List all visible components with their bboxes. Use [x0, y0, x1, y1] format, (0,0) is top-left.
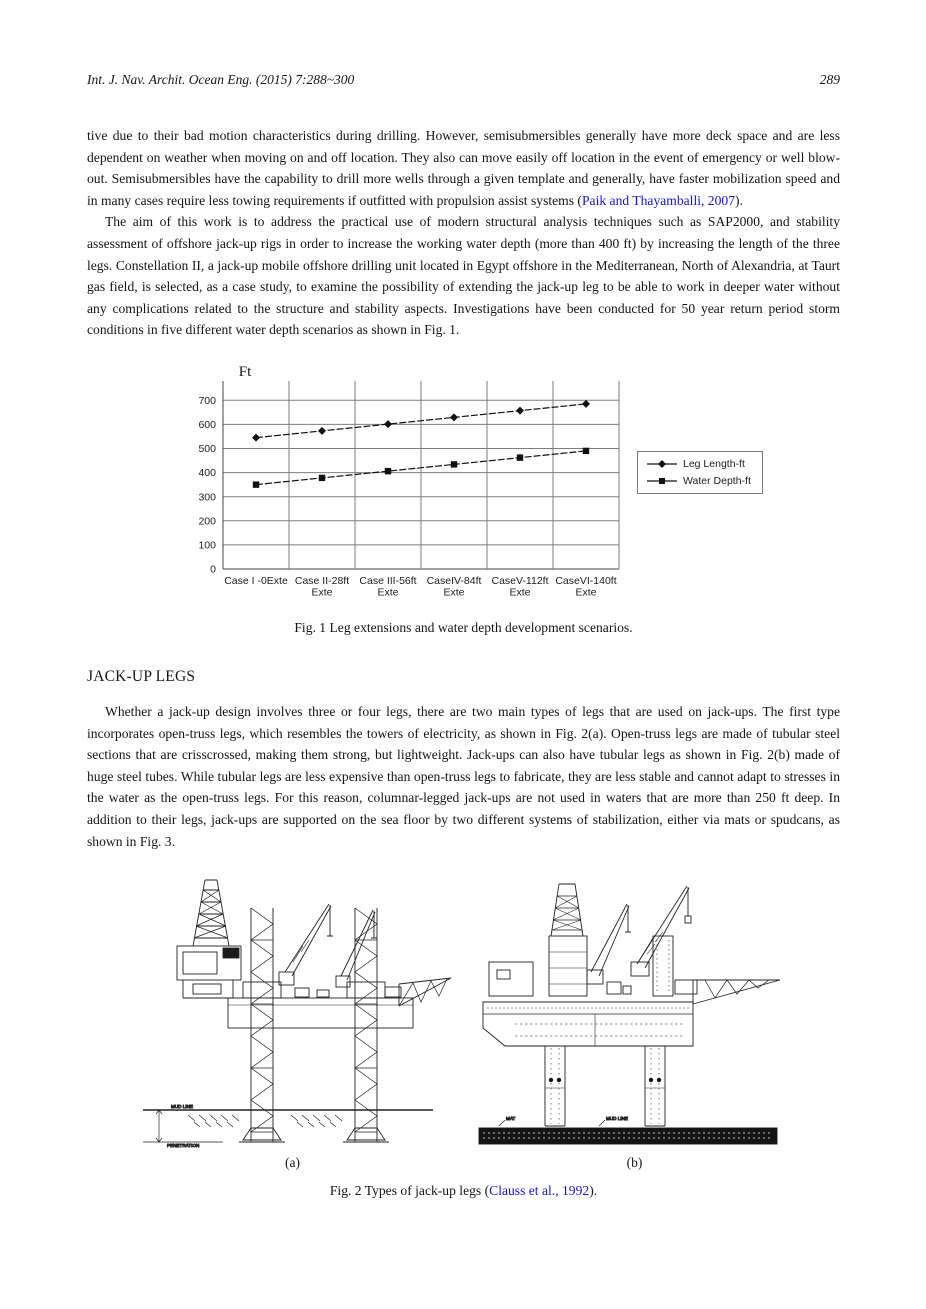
svg-text:500: 500 — [198, 443, 216, 456]
journal-title: Int. J. Nav. Archit. Ocean Eng. (2015) 7:288~300 — [87, 72, 355, 87]
paragraph-1-end: ). — [735, 192, 743, 208]
figure-2b-label: (b) — [626, 1155, 643, 1171]
figure-2 — [87, 874, 840, 1171]
mat-label: MAT — [505, 1116, 515, 1122]
running-head — [87, 72, 840, 88]
svg-text:CaseIV-84ftExte: CaseIV-84ft Exte — [426, 574, 482, 599]
svg-text:100: 100 — [198, 539, 216, 552]
figure-2-caption-text: Fig. 2 Types of jack-up legs ( — [329, 1183, 490, 1199]
tubular-leg-rig-drawing — [475, 874, 795, 1149]
paragraph-1 — [87, 125, 840, 211]
svg-text:CaseV-112ftExte: CaseV-112ft Exte — [491, 574, 549, 599]
mudline-label-a: MUD LINE — [170, 1104, 193, 1110]
svg-text:700: 700 — [198, 394, 216, 407]
chart-plot-area — [183, 365, 629, 608]
svg-text:0: 0 — [210, 563, 216, 576]
mudline-label-b: MUD LINE — [605, 1116, 628, 1122]
figure-1-chart — [183, 365, 840, 608]
svg-text:300: 300 — [198, 491, 216, 504]
open-truss-rig-drawing — [133, 874, 453, 1149]
legend-label: Leg Length-ft — [683, 457, 745, 470]
svg-text:200: 200 — [198, 515, 216, 528]
figure-2-caption-end: ). — [589, 1183, 598, 1199]
paragraph-1-text: tive due to their bad motion characteristics during drilling. However, semisubmersibles generally have more deck space and are less dependent on weather when moving on and off location. They also can move easily off location in the event of emergency or well blow-out. Semisubmersibles have the capability to drill more wells through a given template and generally, have faster mobilization speed and in many cases require less towing requirements if outfitted with propulsion assist systems ( — [87, 128, 840, 208]
svg-text:600: 600 — [198, 418, 216, 431]
chart-legend — [637, 451, 763, 494]
legend-marker-diamond-icon — [647, 459, 677, 469]
penetration-label: PENETRATION — [166, 1143, 199, 1149]
figure-2b — [475, 874, 795, 1171]
legend-item-water-depth — [647, 475, 751, 487]
page-number: 289 — [819, 72, 840, 87]
section-heading: JACK-UP LEGS — [87, 667, 196, 685]
svg-text:Ft: Ft — [238, 364, 252, 380]
svg-text:Case II-28ftExte: Case II-28ft Exte — [294, 574, 350, 599]
svg-text:Case I -0Exte: Case I -0Exte — [224, 574, 288, 587]
paragraph-2: The aim of this work is to address the practical use of modern structural analysis techniques such as SAP2000, and stability assessment of offshore jack-up rigs in order to increase the working water depth (more than 400 ft) by increasing the length of the three legs. Constellation II, a jack-up mobile offshore drilling unit located in Egypt offshore in the Mediterranean, North of Alexandria, at Taurt gas field, is selected, as a case study, to examine the possibility of extending the jack-up leg to be able to work in deeper water without any complications related to the structure and stability aspects. Investigations have been conducted for 50 year return period storm conditions in five different water depth scenarios as shown in Fig. 1. — [87, 214, 840, 338]
figure-2a — [133, 874, 453, 1171]
svg-text:CaseVI-140ftExte: CaseVI-140ft Exte — [555, 574, 617, 599]
figure-1-caption: Fig. 1 Leg extensions and water depth development scenarios. — [294, 619, 633, 635]
svg-text:Case III-56ftExte: Case III-56ft Exte — [359, 574, 417, 599]
figure-2a-label: (a) — [285, 1155, 300, 1171]
paragraph-3: Whether a jack-up design involves three or four legs, there are two main types of legs that are used on jack-ups. The first type incorporates open-truss legs, which resembles the towers of electricity, as shown in Fig. 2(a). Open-truss legs are made of tubular steel sections that are crisscrossed, making them strong, but lightweight. Jack-ups can also have tubular legs as shown in Fig. 2(b) made of huge steel tubes. While tubular legs are less expensive than open-truss legs to fabricate, they are less stable and cannot adapt to stresses in the water as the open-truss legs. For this reason, columnar-legged jack-ups are not used in waters that are more than 250 ft deep. In addition to their legs, jack-ups are supported on the sea floor by two different systems of stabilization, either via mats or spudcans, as shown in Fig. 3. — [87, 703, 840, 849]
figure-2-caption — [87, 1183, 840, 1199]
svg-text:400: 400 — [198, 467, 216, 480]
legend-marker-square-icon — [647, 476, 677, 486]
legend-item-leg-length — [647, 458, 751, 470]
citation-link-clauss[interactable]: Clauss et al., 1992 — [489, 1183, 590, 1199]
fig1-chart-svg — [183, 365, 629, 603]
citation-link-paik-thayamballi[interactable]: Paik and Thayamballi, 2007 — [581, 192, 735, 208]
legend-label: Water Depth-ft — [683, 474, 751, 487]
